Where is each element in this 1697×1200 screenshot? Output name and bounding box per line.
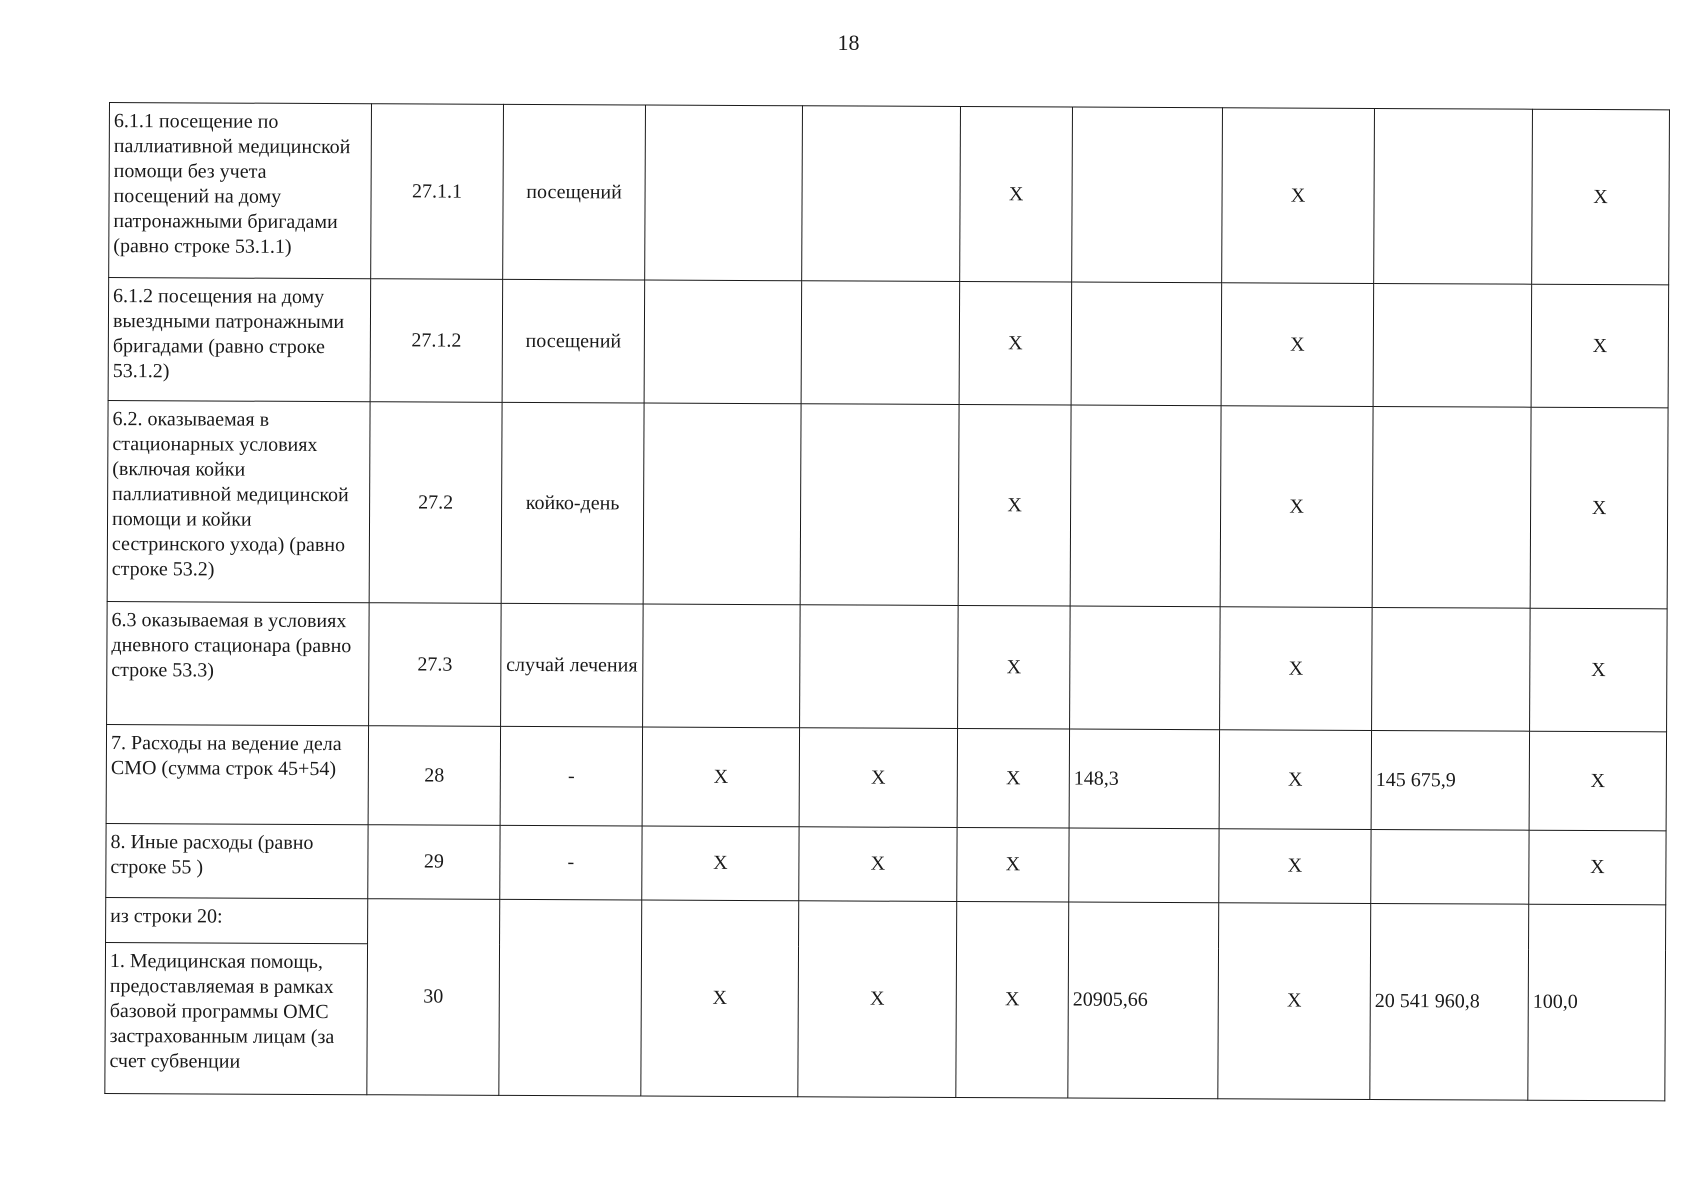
- cell-col4: X: [642, 727, 799, 827]
- cell-col5: [800, 605, 959, 729]
- cell-col8: X: [1222, 108, 1375, 284]
- cell-col10: 100,0: [1528, 904, 1666, 1101]
- cell-col7: 20905,66: [1068, 902, 1219, 1099]
- cell-col10: X: [1529, 830, 1666, 905]
- row-code: 27.2: [369, 402, 502, 604]
- cell-col9: [1372, 406, 1531, 608]
- cell-col6: X: [959, 282, 1072, 406]
- row-name: из строки 20:: [106, 897, 368, 943]
- table-row: [107, 400, 1668, 608]
- cell-col6: X: [958, 606, 1071, 730]
- cell-col4: [643, 604, 801, 728]
- row-unit: [499, 899, 642, 1096]
- cell-col4: [645, 105, 803, 281]
- cell-col10: X: [1530, 608, 1668, 732]
- cell-col7: [1070, 405, 1221, 607]
- row-code: 28: [368, 726, 500, 826]
- cell-col8: X: [1221, 283, 1374, 407]
- cell-col4: X: [642, 826, 799, 901]
- row-unit: посещений: [502, 279, 645, 403]
- cell-col10: X: [1531, 284, 1669, 408]
- cell-col8: X: [1219, 730, 1371, 830]
- cell-col10: X: [1530, 407, 1668, 609]
- row-code: 27.1.1: [371, 104, 504, 280]
- table-row: [106, 823, 1666, 904]
- cell-col8: X: [1219, 829, 1371, 904]
- cell-col5: X: [799, 728, 957, 828]
- cell-col8: X: [1220, 607, 1373, 731]
- cell-col6: X: [957, 828, 1069, 903]
- row-unit: случай лечения: [501, 603, 644, 727]
- cell-col7: [1072, 107, 1223, 283]
- cell-col9: [1371, 829, 1529, 904]
- row-name: 8. Иные расходы (равно строке 55 ): [106, 823, 368, 898]
- page-number: 18: [837, 30, 860, 55]
- cell-col9: 20 541 960,8: [1370, 903, 1529, 1100]
- cell-col8: X: [1218, 903, 1371, 1100]
- cell-col7: 148,3: [1069, 729, 1219, 829]
- cell-col4: [643, 403, 801, 605]
- cell-col6: X: [957, 729, 1069, 829]
- cell-col9: [1374, 108, 1533, 284]
- row-code: 27.1.2: [370, 279, 503, 403]
- row-name: 6.1.1 посещение по паллиативной медицинской помощи без учета посещений на дому патронажными бригадами (равно строке 53.1.1): [109, 103, 372, 279]
- data-table: [104, 102, 1670, 1101]
- cell-col5: X: [798, 901, 957, 1098]
- row-code: 27.3: [369, 603, 502, 727]
- cell-col5: X: [799, 827, 957, 902]
- cell-col5: [801, 281, 960, 405]
- cell-col9: [1373, 283, 1532, 407]
- table-row: [107, 601, 1668, 731]
- cell-col5: [800, 404, 959, 606]
- row-name: 7. Расходы на ведение дела СМО (сумма строк 45+54): [106, 724, 368, 824]
- cell-col6: X: [956, 902, 1069, 1099]
- table-row: [106, 724, 1666, 830]
- cell-col8: X: [1220, 406, 1373, 608]
- cell-col6: X: [960, 107, 1073, 283]
- row-unit: -: [500, 726, 642, 826]
- row-name: 6.2. оказываемая в стационарных условиях (включая койки паллиативной медицинской помощи и койки сестринского ухода) (равно строке 53.2): [107, 400, 370, 602]
- cell-col9: 145 675,9: [1371, 730, 1529, 830]
- row-name: 6.1.2 посещения на дому выездными патронажными бригадами (равно строке 53.1.2): [108, 278, 371, 402]
- cell-col9: [1372, 607, 1531, 731]
- table-row: [108, 278, 1669, 408]
- row-unit: -: [500, 825, 642, 900]
- cell-col10: X: [1532, 109, 1670, 285]
- row-name: 6.3 оказываемая в условиях дневного стационара (равно строке 53.3): [107, 601, 370, 725]
- cell-col6: X: [958, 405, 1071, 607]
- row-unit: койко-день: [501, 402, 644, 604]
- cell-col10: X: [1529, 731, 1666, 831]
- row-code: 30: [367, 899, 500, 1096]
- cell-col7: [1070, 606, 1221, 730]
- table-row: [106, 897, 1666, 949]
- row-unit: посещений: [503, 104, 646, 280]
- cell-col7: [1071, 282, 1222, 406]
- table-row: [109, 103, 1670, 285]
- cell-col4: X: [641, 900, 799, 1097]
- row-code: 29: [368, 825, 500, 900]
- cell-col4: [644, 280, 802, 404]
- cell-col5: [802, 106, 961, 282]
- cell-col7: [1069, 828, 1219, 903]
- row-name: 1. Медицинская помощь, предоставляемая в рамках базовой программы ОМС застрахованным лицам (за счет субвенции: [105, 942, 368, 1094]
